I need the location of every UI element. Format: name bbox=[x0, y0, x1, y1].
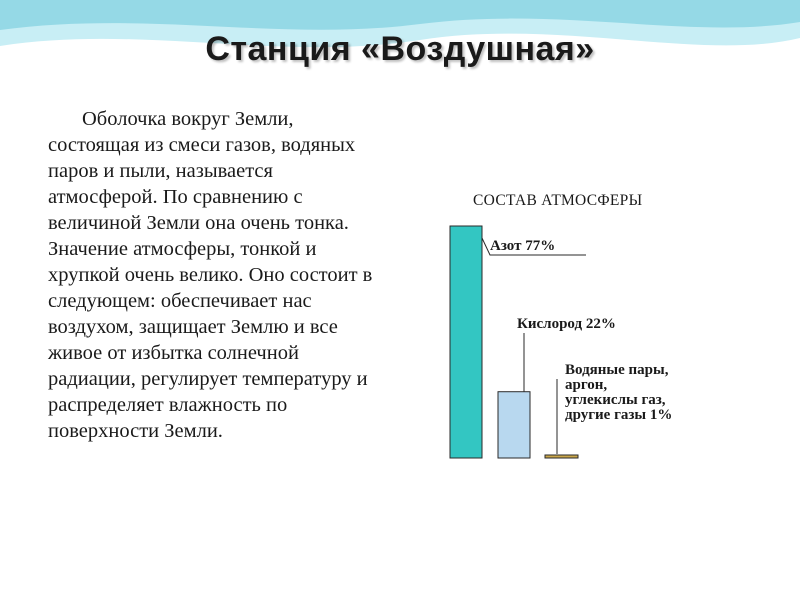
data-label-3-line-4: другие газы 1% bbox=[565, 407, 673, 423]
data-label-1-line-1: Азот 77% bbox=[490, 238, 556, 254]
atmosphere-composition-chart bbox=[435, 160, 740, 470]
data-label-3-line-3: углекислы газ, bbox=[565, 392, 666, 408]
bar-1 bbox=[450, 226, 482, 458]
data-label-3-line-1: Водяные пары, bbox=[565, 362, 669, 378]
slide-title: Станция «Воздушная» bbox=[205, 30, 595, 68]
data-label-3-line-2: аргон, bbox=[565, 377, 608, 393]
chart-title: СОСТАВ АТМОСФЕРЫ bbox=[473, 192, 643, 209]
bar-2 bbox=[498, 392, 530, 458]
bar-3 bbox=[545, 455, 578, 458]
body-paragraph: Оболочка вокруг Земли, состоящая из смеси газов, водяных паров и пыли, называется атмосферой. По сравнению с величиной Земли она очень тонка. Значение атмосферы, тонкой и хрупкой очень велико. Оно состоит в следующем: обеспечивает нас воздухом, защищает Землю и все живое от избытка солнечной радиации, регулирует температуру и распределяет влажность по поверхности Земли. bbox=[48, 108, 373, 442]
data-label-2-line-1: Кислород 22% bbox=[517, 316, 616, 332]
